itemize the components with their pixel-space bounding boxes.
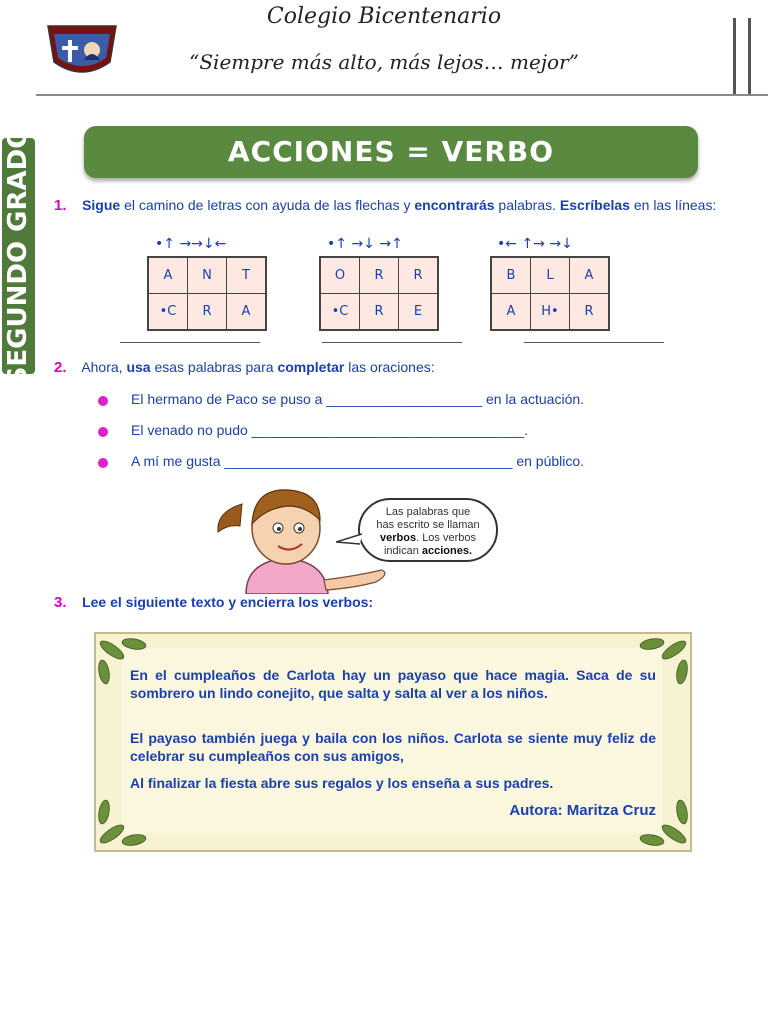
page-title: ACCIONES = VERBO [84, 126, 698, 178]
bullet [98, 396, 108, 406]
header-bar [733, 18, 736, 94]
question-2: 2. Ahora, usa esas palabras para completar las oraciones: [54, 359, 435, 376]
story-paragraph-2: El payaso también juega y baila con los niños. Carlota se siente muy feliz de celebrar su cumpleaños con sus amigos, [130, 730, 656, 764]
grid-1-arrows: •↑ →→↓← [155, 236, 227, 252]
grid-cell: E [399, 294, 438, 330]
grid-cell: H• [531, 294, 570, 330]
answer-line-1[interactable] [120, 342, 260, 343]
grid-2-arrows: •↑ →↓ →↑ [327, 236, 403, 252]
grid-cell: A [149, 258, 188, 294]
answer-line-3[interactable] [524, 342, 664, 343]
grid-cell: A [227, 294, 266, 330]
grid-cell: •C [149, 294, 188, 330]
sentence-2[interactable]: El venado no pudo ___________________________________. [131, 422, 529, 438]
story-paragraph-3: Al finalizar la fiesta abre sus regalos y los enseña a sus padres. [130, 775, 554, 791]
header-bar [748, 18, 751, 94]
grid-cell: T [227, 258, 266, 294]
bubble-tail [336, 532, 362, 546]
grid-cell: R [399, 258, 438, 294]
sentence-1[interactable]: El hermano de Paco se puso a ____________________ en la actuación. [131, 391, 585, 407]
letter-grid-3 [490, 256, 610, 331]
letter-grid-2 [319, 256, 439, 331]
bullet [98, 458, 108, 468]
answer-line-2[interactable] [322, 342, 462, 343]
school-motto: “Siempre más alto, más lejos… mejor” [189, 50, 579, 74]
grid-cell: A [492, 294, 531, 330]
story-author: Autora: Maritza Cruz [509, 802, 656, 819]
grid-cell: N [188, 258, 227, 294]
question-3: 3. Lee el siguiente texto y encierra los verbos: [54, 594, 374, 611]
grid-cell: R [570, 294, 609, 330]
speech-bubble: Las palabras que has escrito se llaman verbos. Los verbos indican acciones. [358, 498, 498, 562]
letter-grid-1 [147, 256, 267, 331]
question-1: 1. Sigue el camino de letras con ayuda de las flechas y encontrarás palabras. Escríbelas en las líneas: [54, 197, 717, 214]
school-name: Colegio Bicentenario [266, 4, 502, 29]
grade-banner-text: SEGUNDO GRADO [3, 126, 33, 386]
grid-cell: R [360, 258, 399, 294]
grid-cell: R [188, 294, 227, 330]
grid-cell: R [360, 294, 399, 330]
grid-cell: B [492, 258, 531, 294]
grid-cell: •C [321, 294, 360, 330]
grid-3-arrows: •← ↑→ →↓ [497, 236, 573, 252]
grid-cell: O [321, 258, 360, 294]
grid-cell: A [570, 258, 609, 294]
sentence-3[interactable]: A mí me gusta _____________________________________ en público. [131, 453, 585, 469]
grid-cell: L [531, 258, 570, 294]
bullet [98, 427, 108, 437]
header-divider [36, 94, 768, 96]
story-paragraph-1: En el cumpleaños de Carlota hay un payaso que hace magia. Saca de su sombrero un lindo conejito, que salta y salta al ver a los niños. [130, 667, 656, 701]
